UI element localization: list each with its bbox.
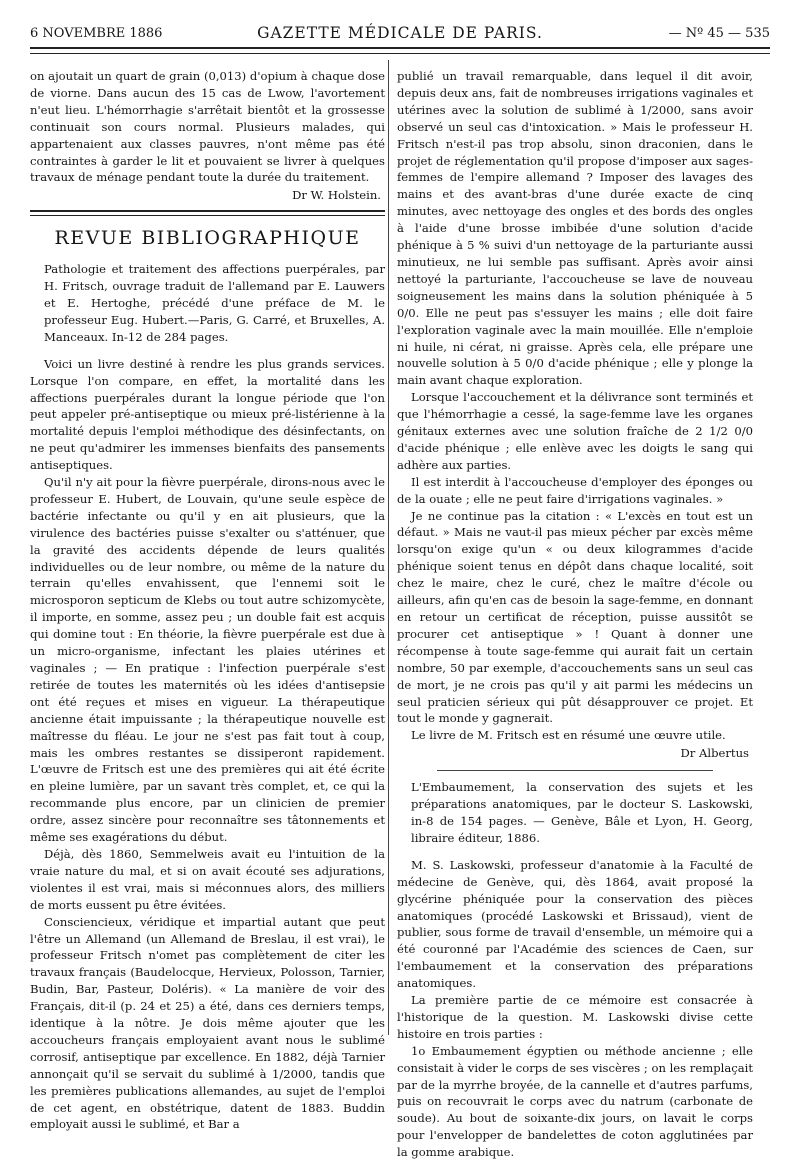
entry-rule bbox=[437, 770, 713, 771]
paragraph: Je ne continue pas la citation : « L'excès en tout est un défaut. » Mais ne vaut-il pas mieux pécher par excès même lorsqu'on exige qu'un « ou deux kilogrammes d'acide phénique soient tenus en dépôt dans chaque localité, soit chez le maire, chez le curé, chez le maître d'école ou ailleurs, afin qu'en cas de besoin la sage-femme, en donnant en retour un certificat de réception, puisse aussitôt se procurer cet antiseptique » ! Quant à donner une récompense à toute sage-femme qui aurait fait un certain nombre, 50 par exemple, d'accouchements sans un seul cas de mort, je ne crois pas qu'il y ait parmi les médecins un seul praticien sérieux qui pût désapprouver ce projet. Et tout le monde y gagnerait. bbox=[397, 508, 753, 726]
paragraph: Le livre de M. Fritsch est en résumé une œuvre utile. bbox=[411, 728, 726, 743]
left-column bbox=[30, 68, 385, 1133]
paragraph: publié un travail remarquable, dans lequel il dit avoir, depuis deux ans, fait de nombreuses irrigations vaginales et utérines avec la solution de sublimé à 1/2000, sans avoir observé un seul cas d'intoxication. » Mais le professeur H. Fritsch n'est-il pas trop absolu, sinon draconien, dans le projet de réglementation qu'il propose d'imposer aux sages-femmes de l'empire allemand ? Imposer des lavages des mains et des avant-bras d'une durée exacte de cinq minutes, avec nettoyage des ongles et des bords des ongles à l'aide d'une brosse imbibée d'une solution d'acide phénique à 5 % suivi d'un nettoyage de la parturiante aussi minutieux, ne lui semble pas suffisant. Après avoir ainsi nettoyé la parturiante, l'accoucheuse se lave de nouveau soigneusement les mains dans la solution phéniquée à 5 0/0. Elle ne peut pas s'essuyer les mains ; elle doit faire l'exploration vaginale avec la main mouillée. Elle n'emploie ni huile, ni cérat, ni graisse. Après cela, elle prépare une nouvelle solution à 5 0/0 d'acide phénique ; elle y plonge la main avant chaque exploration. bbox=[397, 69, 753, 388]
paragraph: M. S. Laskowski, professeur d'anatomie à la Faculté de médecine de Genève, qui, dès 1864, avait proposé la glycérine phéniquée pour la conservation des pièces anatomiques (procédé Laskowski et Brissaud), vient de publier, sous forme de travail d'ensemble, un mémoire qui a été couronné par l'Académie des sciences de Caen, sur l'embaumement et la conservation des préparations anatomiques. bbox=[397, 857, 753, 991]
paragraph: Consciencieux, véridique et impartial autant que peut l'être un Allemand (un Allemand de Breslau, il est vrai), le professeur Fritsch n'omet pas complètement de citer les travaux français (Baudelocque, Hervieux, Polosson, Tarnier, Budin, Bar, Pasteur, Doléris). « La manière de voir des Français, dit-il (p. 24 et 25) a été, dans ces derniers temps, identique à la nôtre. Je dois même ajouter que les accoucheurs français employaient avant nous le sublimé corrosif, antiseptique par excellence. En 1882, déjà Tarnier annonçait qu'il se servait du sublimé à 1/2000, tandis que les premières publications allemandes, au sujet de l'emploi de cet agent, en obstétrique, datent de 1883. Buddin employait aussi le sublimé, et Bar a bbox=[30, 914, 385, 1132]
paragraph: Il est interdit à l'accoucheuse d'employer des éponges ou de la ouate ; elle ne peut faire d'irrigations vaginales. » bbox=[397, 474, 753, 506]
paragraph: La première partie de ce mémoire est consacrée à l'historique de la question. M. Laskowski divise cette histoire en trois parties : bbox=[397, 993, 753, 1041]
bibliography-entry: L'Embaumement, la conservation des sujets et les préparations anatomiques, par le docteur S. Laskowski, in-8 de 154 pages. — Genève, Bâle et Lyon, H. Georg, libraire éditeur, 1886. bbox=[411, 780, 753, 845]
page-header bbox=[30, 24, 770, 46]
paragraph: Déjà, dès 1860, Semmelweis avait eu l'intuition de la vraie nature du mal, et si on avait écouté ses adjurations, violentes il est vrai, mais si méconnues alors, des milliers de morts eussent pu être évitées. bbox=[30, 846, 385, 912]
header-date: 6 NOVEMBRE 1886 bbox=[30, 26, 163, 41]
bibliography-entry: Pathologie et traitement des affections puerpérales, par H. Fritsch, ouvrage traduit de l'allemand par E. Lauwers et E. Hertoghe, précédé d'une préface de M. le professeur Eug. Hubert.—Paris, G. Carré, et Bruxelles, A. Manceaux. In-12 de 284 pages. bbox=[44, 262, 385, 344]
paragraph: Lorsque l'accouchement et la délivrance sont terminés et que l'hémorrhagie a cessé, la sage-femme lave les organes génitaux externes avec une solution fraîche de 2 1/2 0/0 d'acide phénique ; elle enlève avec les doigts le sang qui adhère aux parties. bbox=[397, 390, 753, 472]
journal-title: GAZETTE MÉDICALE DE PARIS. bbox=[257, 24, 543, 42]
issue-page-number: — Nº 45 — 535 bbox=[668, 26, 770, 41]
section-rule bbox=[30, 210, 385, 216]
signature-albertus: Dr Albertus bbox=[680, 746, 749, 761]
signature-holstein: Dr W. Holstein. bbox=[292, 188, 381, 203]
paragraph: Voici un livre destiné à rendre les plus grands services. Lorsque l'on compare, en effet, la mortalité dans les affections puerpérales durant la longue période que l'on peut appeler pré-antiseptique ou mieux pré-listérienne à la mortalité depuis l'emploi méthodique des désinfectants, on ne peut qu'admirer les immenses bienfaits des pansements antiseptiques. bbox=[30, 356, 385, 473]
header-rule bbox=[30, 47, 770, 49]
column-separator bbox=[388, 60, 389, 1035]
right-column bbox=[397, 68, 753, 1161]
section-title: REVUE BIBLIOGRAPHIQUE bbox=[54, 227, 361, 250]
header-rule-thin bbox=[30, 53, 770, 54]
paragraph: on ajoutait un quart de grain (0,013) d'opium à chaque dose de viorne. Dans aucun des 15 cas de Lwow, l'avortement n'eut lieu. L'hémorrhagie s'arrêtait bientôt et la grossesse continuait son cours normal. Plusieurs malades, qui appartenaient aux classes pauvres, n'ont même pas été contraintes à garder le lit et pouvaient se livrer à quelques travaux de ménage pendant toute la durée du traitement. bbox=[30, 69, 385, 185]
paragraph: 1o Embaumement égyptien ou méthode ancienne ; elle consistait à vider le corps de ses viscères ; on les remplaçait par de la myrrhe broyée, de la cannelle et d'autres parfums, puis on recouvrait le corps avec du natrum (carbonate de soude). Au bout de soixante-dix jours, on lavait le corps pour l'envelopper de bandelettes de coton agglutinées par la gomme arabique. bbox=[397, 1043, 754, 1160]
paragraph: Qu'il n'y ait pour la fièvre puerpérale, dirons-nous avec le professeur E. Hubert, de Louvain, qu'une seule espèce de bactérie infectante ou qu'il y en ait plusieurs, que la virulence des bactéries puisse s'exalter ou s'atténuer, que la gravité des accidents dépende de leurs qualités individuelles ou de leur nombre, ou même de la nature du terrain qu'elles envahissent, que l'ennemi soit le microsporon septicum de Klebs ou tout autre schizomycète, il importe, en somme, assez peu ; un double fait est acquis qui domine tout : En théorie, la fièvre puerpérale est due à un micro-organisme, infectant les plaies utérines et vaginales ; — En pratique : l'infection puerpérale s'est retirée de toutes les maternités où les idées d'antisepsie ont été reçues et mises en vigueur. La thérapeutique ancienne était impuissante ; la thérapeutique nouvelle est maîtresse du fléau. Le jour ne s'est pas fait tout à coup, mais les ombres restantes se dissiperont rapidement. L'œuvre de Fritsch est une des premières qui ait été écrite en pleine lumière, par un savant très complet, et, ce qui la recommande plus encore, par un clinicien de premier ordre, assez sincère pour reconnaître ses tâtonnements et même ses exagérations du début. bbox=[30, 475, 385, 845]
